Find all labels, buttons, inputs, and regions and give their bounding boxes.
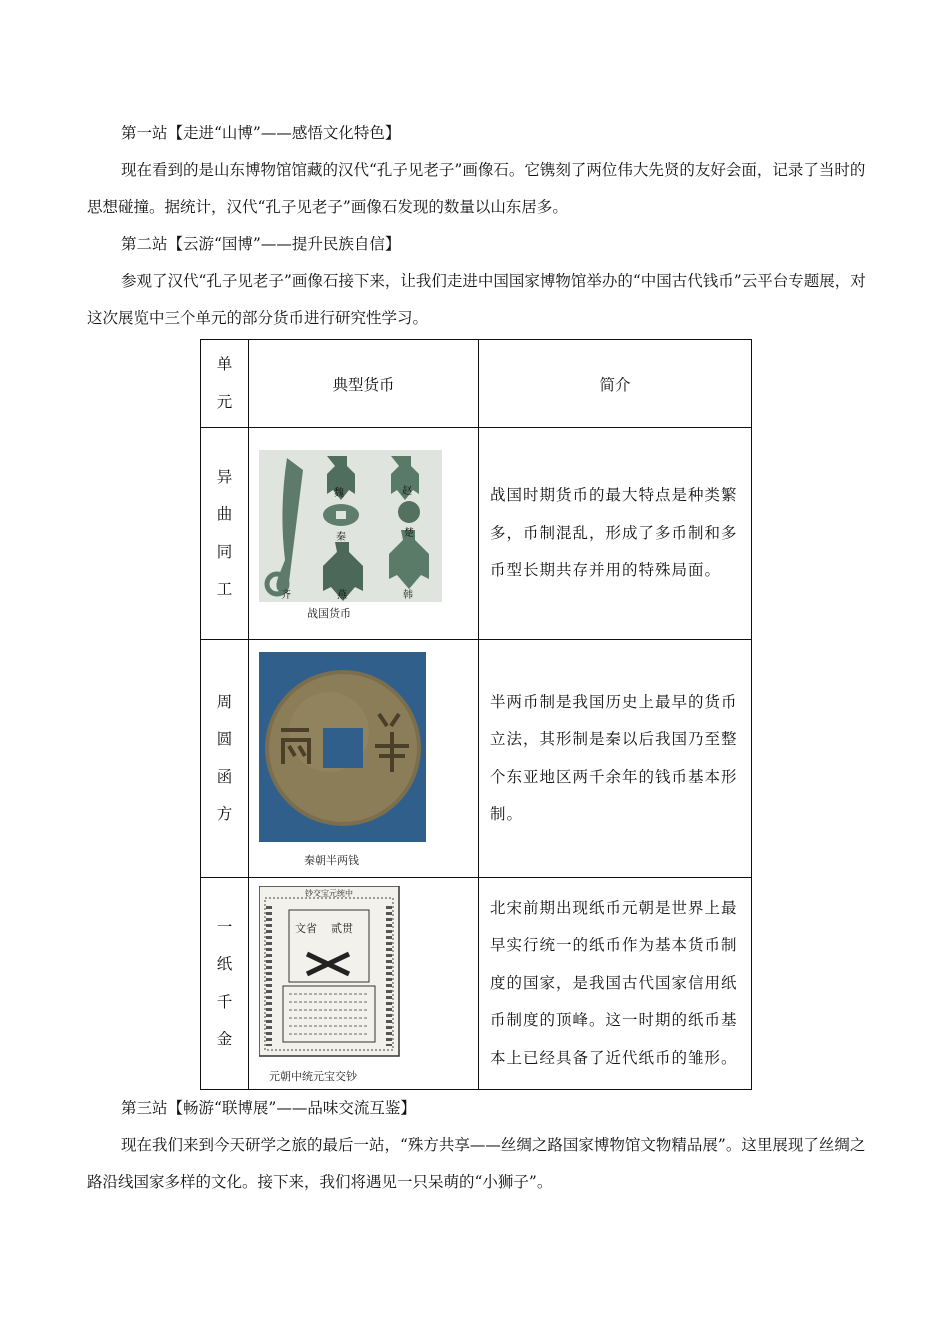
- table-row: [201, 878, 752, 1090]
- unit-name-cell: [201, 878, 249, 1090]
- intro-text: 北宋前期出现纸币元朝是世界上最早实行统一的纸币作为基本货币制度的国家，是我国古代国家信用纸币制度的顶峰。这一时期的纸币基本上已经具备了近代纸币的雏形。: [479, 878, 752, 1090]
- station-2-title: 第二站【云游“国博”——提升民族自信】: [121, 235, 401, 253]
- label-chu: 楚: [404, 528, 414, 539]
- note-side-label: 文省: [295, 922, 317, 935]
- note-top-label: 钞交宝元统中: [305, 889, 353, 898]
- header-intro: 简介: [479, 340, 752, 428]
- image-caption: 战国货币: [307, 608, 351, 620]
- header-unit: [201, 340, 249, 428]
- warring-states-coins-image: [259, 450, 449, 625]
- table-header-row: [201, 340, 752, 428]
- unit-name: 异曲同工: [216, 467, 233, 598]
- image-caption: 秦朝半两钱: [304, 855, 359, 867]
- station-2-text: 参观了汉代“孔子见老子”画像石接下来，让我们走进中国国家博物馆举办的“中国古代钱币”云平台专题展，对这次展览中三个单元的部分货币进行研究性学习。: [87, 272, 866, 327]
- ban-liang-coin-image: [259, 652, 429, 844]
- currency-table: [200, 339, 752, 1090]
- header-currency: 典型货币: [249, 340, 479, 428]
- image-caption: 元朝中统元宝交钞: [269, 1071, 357, 1083]
- currency-image-cell: [249, 878, 479, 1090]
- station-3-text: 现在我们来到今天研学之旅的最后一站，“殊方共享——丝绸之路国家博物馆文物精品展”。这里展现了丝绸之路沿线国家多样的文化。接下来，我们将遇见一只呆萌的“小狮子”。: [87, 1136, 866, 1191]
- header-unit-label: 单元: [216, 355, 233, 411]
- note-value-label: 贰贯: [331, 922, 353, 935]
- label-yan: 燕: [337, 590, 347, 601]
- label-qin: 秦: [336, 532, 346, 543]
- station-1-title: 第一站【走进“山博”——感悟文化特色】: [121, 124, 401, 142]
- label-zhao: 赵: [402, 486, 412, 497]
- label-qi: 齐: [281, 590, 291, 601]
- label-wei: 魏: [334, 488, 344, 499]
- label-han: 韩: [403, 590, 413, 601]
- station-3-title: 第三站【畅游“联博展”——品味交流互鉴】: [121, 1099, 416, 1117]
- unit-name: 一纸千金: [216, 917, 233, 1048]
- station-1-text: 现在看到的是山东博物馆馆藏的汉代“孔子见老子”画像石。它镌刻了两位伟大先贤的友好会面，记录了当时的思想碰撞。据统计，汉代“孔子见老子”画像石发现的数量以山东居多。: [87, 161, 866, 216]
- unit-name-cell: [201, 640, 249, 878]
- unit-name: 周圆函方: [216, 692, 233, 823]
- currency-image-cell: [249, 428, 479, 640]
- table-row: [201, 428, 752, 640]
- table-row: [201, 640, 752, 878]
- intro-text: 战国时期货币的最大特点是种类繁多，币制混乱，形成了多币制和多币型长期共存并用的特殊局面。: [479, 428, 752, 640]
- unit-name-cell: [201, 428, 249, 640]
- currency-image-cell: [249, 640, 479, 878]
- yuan-paper-money-image: [259, 886, 401, 1058]
- intro-text: 半两币制是我国历史上最早的货币立法，其形制是秦以后我国乃至整个东亚地区两千余年的钱币基本形制。: [479, 640, 752, 878]
